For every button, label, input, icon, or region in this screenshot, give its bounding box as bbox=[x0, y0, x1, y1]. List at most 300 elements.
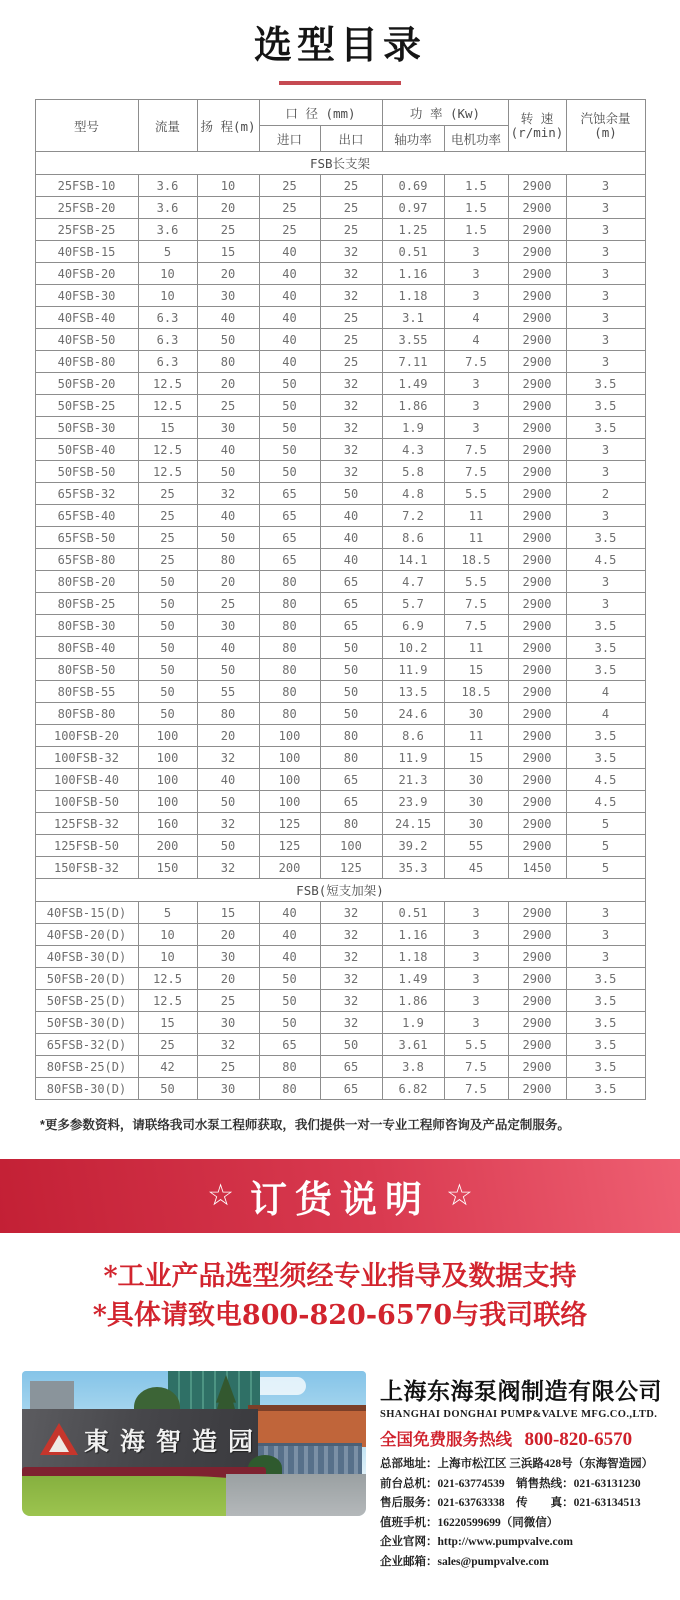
col-header-speed-line2: (r/min) bbox=[510, 124, 564, 140]
cell-outlet: 50 bbox=[320, 483, 382, 505]
cell-model: 25FSB-10 bbox=[35, 175, 138, 197]
cell-npsh: 3.5 bbox=[566, 1034, 645, 1056]
cell-model: 40FSB-15(D) bbox=[35, 902, 138, 924]
cell-speed: 2900 bbox=[508, 197, 566, 219]
spec-table bbox=[35, 99, 646, 1100]
cell-inlet: 80 bbox=[259, 1078, 320, 1100]
col-header-shaft-power: 轴功率 bbox=[382, 126, 444, 152]
table-row bbox=[35, 769, 645, 791]
cell-outlet: 50 bbox=[320, 637, 382, 659]
cell-model: 100FSB-40 bbox=[35, 769, 138, 791]
footer bbox=[22, 1371, 664, 1572]
cell-flow: 50 bbox=[138, 659, 197, 681]
cell-inlet: 65 bbox=[259, 527, 320, 549]
cell-npsh: 3 bbox=[566, 946, 645, 968]
company-name-cn: 上海东海泵阀制造有限公司 bbox=[380, 1378, 662, 1404]
service-hotline bbox=[380, 1426, 664, 1451]
cell-flow: 42 bbox=[138, 1056, 197, 1078]
cell-npsh: 3 bbox=[566, 307, 645, 329]
cell-model: 100FSB-50 bbox=[35, 791, 138, 813]
cell-shaft-power: 35.3 bbox=[382, 857, 444, 879]
cell-flow: 12.5 bbox=[138, 373, 197, 395]
cell-outlet: 65 bbox=[320, 791, 382, 813]
cell-head: 50 bbox=[197, 329, 259, 351]
cell-shaft-power: 5.8 bbox=[382, 461, 444, 483]
cell-model: 150FSB-32 bbox=[35, 857, 138, 879]
photo-sign-text: 東海智造园 bbox=[84, 1428, 265, 1456]
cell-outlet: 25 bbox=[320, 351, 382, 373]
cell-model: 25FSB-25 bbox=[35, 219, 138, 241]
cell-npsh: 3 bbox=[566, 241, 645, 263]
cell-speed: 2900 bbox=[508, 703, 566, 725]
cell-npsh: 3 bbox=[566, 924, 645, 946]
cell-head: 15 bbox=[197, 902, 259, 924]
cell-shaft-power: 1.16 bbox=[382, 924, 444, 946]
cell-head: 32 bbox=[197, 813, 259, 835]
cell-shaft-power: 4.7 bbox=[382, 571, 444, 593]
cell-head: 25 bbox=[197, 219, 259, 241]
table-row bbox=[35, 946, 645, 968]
cell-speed: 2900 bbox=[508, 593, 566, 615]
cell-npsh: 3.5 bbox=[566, 1078, 645, 1100]
table-row bbox=[35, 571, 645, 593]
cell-speed: 2900 bbox=[508, 395, 566, 417]
cell-shaft-power: 24.15 bbox=[382, 813, 444, 835]
cell-outlet: 25 bbox=[320, 175, 382, 197]
cell-outlet: 32 bbox=[320, 924, 382, 946]
cell-model: 50FSB-50 bbox=[35, 461, 138, 483]
cell-motor-power: 5.5 bbox=[444, 483, 508, 505]
cell-motor-power: 30 bbox=[444, 791, 508, 813]
contact-line: 企业官网：http://www.pumpvalve.com bbox=[380, 1536, 573, 1548]
table-row bbox=[35, 924, 645, 946]
cell-outlet: 50 bbox=[320, 659, 382, 681]
table-row bbox=[35, 725, 645, 747]
cell-inlet: 40 bbox=[259, 329, 320, 351]
cell-speed: 2900 bbox=[508, 813, 566, 835]
cell-head: 32 bbox=[197, 483, 259, 505]
cell-model: 50FSB-30(D) bbox=[35, 1012, 138, 1034]
table-row bbox=[35, 659, 645, 681]
cell-shaft-power: 6.9 bbox=[382, 615, 444, 637]
cell-flow: 50 bbox=[138, 615, 197, 637]
cell-npsh: 3.5 bbox=[566, 417, 645, 439]
cell-motor-power: 7.5 bbox=[444, 1056, 508, 1078]
cell-outlet: 50 bbox=[320, 1034, 382, 1056]
cell-speed: 2900 bbox=[508, 439, 566, 461]
table-row bbox=[35, 703, 645, 725]
cell-shaft-power: 8.6 bbox=[382, 527, 444, 549]
contact-list bbox=[380, 1455, 664, 1572]
hotline-number: 800-820-6570 bbox=[524, 1429, 633, 1450]
cell-flow: 200 bbox=[138, 835, 197, 857]
col-header-npsh bbox=[566, 100, 645, 152]
cell-model: 80FSB-80 bbox=[35, 703, 138, 725]
cell-motor-power: 5.5 bbox=[444, 571, 508, 593]
cell-inlet: 40 bbox=[259, 924, 320, 946]
cell-motor-power: 15 bbox=[444, 747, 508, 769]
cell-shaft-power: 5.7 bbox=[382, 593, 444, 615]
cell-shaft-power: 1.9 bbox=[382, 417, 444, 439]
cell-shaft-power: 7.11 bbox=[382, 351, 444, 373]
cell-npsh: 3 bbox=[566, 593, 645, 615]
col-header-diameter-group: 口 径 (mm) bbox=[259, 100, 382, 126]
cell-outlet: 40 bbox=[320, 527, 382, 549]
cell-motor-power: 3 bbox=[444, 285, 508, 307]
cell-flow: 12.5 bbox=[138, 395, 197, 417]
cell-inlet: 100 bbox=[259, 747, 320, 769]
table-row bbox=[35, 1078, 645, 1100]
cell-inlet: 125 bbox=[259, 835, 320, 857]
table-row bbox=[35, 857, 645, 879]
cell-motor-power: 3 bbox=[444, 902, 508, 924]
cell-inlet: 50 bbox=[259, 1012, 320, 1034]
cell-npsh: 3.5 bbox=[566, 1012, 645, 1034]
cell-speed: 2900 bbox=[508, 615, 566, 637]
cell-motor-power: 15 bbox=[444, 659, 508, 681]
cell-outlet: 32 bbox=[320, 241, 382, 263]
photo-orange-building bbox=[254, 1411, 366, 1447]
cell-model: 50FSB-20 bbox=[35, 373, 138, 395]
cell-speed: 2900 bbox=[508, 285, 566, 307]
cell-head: 50 bbox=[197, 461, 259, 483]
donghai-logo-inner bbox=[49, 1435, 69, 1452]
cell-npsh: 3 bbox=[566, 902, 645, 924]
photo-driveway bbox=[226, 1474, 366, 1516]
cell-model: 50FSB-20(D) bbox=[35, 968, 138, 990]
cell-flow: 12.5 bbox=[138, 968, 197, 990]
cell-npsh: 3 bbox=[566, 197, 645, 219]
cell-outlet: 32 bbox=[320, 946, 382, 968]
cell-shaft-power: 13.5 bbox=[382, 681, 444, 703]
cell-head: 25 bbox=[197, 1056, 259, 1078]
cell-flow: 12.5 bbox=[138, 439, 197, 461]
cell-outlet: 65 bbox=[320, 1078, 382, 1100]
cell-motor-power: 30 bbox=[444, 703, 508, 725]
cell-speed: 2900 bbox=[508, 373, 566, 395]
cell-flow: 5 bbox=[138, 241, 197, 263]
cell-inlet: 80 bbox=[259, 615, 320, 637]
cell-head: 55 bbox=[197, 681, 259, 703]
col-header-inlet: 进口 bbox=[259, 126, 320, 152]
cell-head: 20 bbox=[197, 197, 259, 219]
cell-flow: 25 bbox=[138, 1034, 197, 1056]
cell-outlet: 25 bbox=[320, 219, 382, 241]
cell-model: 65FSB-32(D) bbox=[35, 1034, 138, 1056]
cell-head: 32 bbox=[197, 747, 259, 769]
table-row bbox=[35, 968, 645, 990]
cell-npsh: 3.5 bbox=[566, 747, 645, 769]
order-notice-line1: *工业产品选型须经专业指导及数据支持 bbox=[103, 1261, 577, 1292]
cell-npsh: 3.5 bbox=[566, 637, 645, 659]
cell-head: 40 bbox=[197, 769, 259, 791]
cell-model: 65FSB-40 bbox=[35, 505, 138, 527]
cell-model: 125FSB-32 bbox=[35, 813, 138, 835]
cell-speed: 2900 bbox=[508, 351, 566, 373]
cell-inlet: 50 bbox=[259, 461, 320, 483]
cell-inlet: 80 bbox=[259, 1056, 320, 1078]
cell-inlet: 40 bbox=[259, 902, 320, 924]
cell-speed: 2900 bbox=[508, 219, 566, 241]
factory-photo bbox=[22, 1371, 366, 1516]
cell-head: 25 bbox=[197, 990, 259, 1012]
cell-motor-power: 7.5 bbox=[444, 615, 508, 637]
cell-model: 40FSB-30(D) bbox=[35, 946, 138, 968]
cell-outlet: 32 bbox=[320, 461, 382, 483]
cell-outlet: 80 bbox=[320, 747, 382, 769]
cell-model: 40FSB-40 bbox=[35, 307, 138, 329]
cell-speed: 2900 bbox=[508, 1034, 566, 1056]
col-header-outlet: 出口 bbox=[320, 126, 382, 152]
cell-motor-power: 7.5 bbox=[444, 439, 508, 461]
cell-npsh: 3.5 bbox=[566, 725, 645, 747]
table-row bbox=[35, 461, 645, 483]
cell-outlet: 65 bbox=[320, 593, 382, 615]
cell-motor-power: 5.5 bbox=[444, 1034, 508, 1056]
order-banner bbox=[0, 1159, 680, 1233]
cell-npsh: 3.5 bbox=[566, 1056, 645, 1078]
cell-speed: 2900 bbox=[508, 946, 566, 968]
table-row bbox=[35, 747, 645, 769]
cell-inlet: 25 bbox=[259, 175, 320, 197]
cell-model: 100FSB-20 bbox=[35, 725, 138, 747]
cell-shaft-power: 14.1 bbox=[382, 549, 444, 571]
cell-inlet: 100 bbox=[259, 791, 320, 813]
cell-inlet: 80 bbox=[259, 681, 320, 703]
cell-model: 80FSB-50 bbox=[35, 659, 138, 681]
cell-speed: 2900 bbox=[508, 769, 566, 791]
cell-speed: 2900 bbox=[508, 637, 566, 659]
cell-outlet: 65 bbox=[320, 615, 382, 637]
cell-speed: 2900 bbox=[508, 835, 566, 857]
cell-flow: 12.5 bbox=[138, 461, 197, 483]
cell-npsh: 3.5 bbox=[566, 615, 645, 637]
cell-head: 30 bbox=[197, 1012, 259, 1034]
cell-head: 32 bbox=[197, 857, 259, 879]
cell-motor-power: 11 bbox=[444, 637, 508, 659]
cell-head: 20 bbox=[197, 263, 259, 285]
cell-model: 50FSB-25 bbox=[35, 395, 138, 417]
cell-motor-power: 3 bbox=[444, 263, 508, 285]
table-section-label: FSB长支架 bbox=[35, 152, 645, 175]
cell-speed: 2900 bbox=[508, 175, 566, 197]
cell-shaft-power: 1.18 bbox=[382, 946, 444, 968]
cell-outlet: 32 bbox=[320, 263, 382, 285]
order-banner-title: 订货说明 bbox=[250, 1179, 430, 1220]
cell-outlet: 125 bbox=[320, 857, 382, 879]
cell-inlet: 65 bbox=[259, 549, 320, 571]
cell-npsh: 3 bbox=[566, 571, 645, 593]
table-row bbox=[35, 505, 645, 527]
cell-motor-power: 11 bbox=[444, 725, 508, 747]
cell-inlet: 50 bbox=[259, 439, 320, 461]
cell-head: 50 bbox=[197, 835, 259, 857]
cell-shaft-power: 0.51 bbox=[382, 241, 444, 263]
title-divider bbox=[279, 81, 401, 85]
cell-npsh: 5 bbox=[566, 857, 645, 879]
cell-model: 80FSB-40 bbox=[35, 637, 138, 659]
table-row bbox=[35, 990, 645, 1012]
cell-shaft-power: 11.9 bbox=[382, 747, 444, 769]
col-header-npsh-line1: 汽蚀余量 bbox=[580, 110, 631, 126]
cell-speed: 2900 bbox=[508, 659, 566, 681]
table-footnote: *更多参数资料，请联络我司水泵工程师获取，我们提供一对一专业工程师咨询及产品定制服务。 bbox=[40, 1118, 570, 1132]
cell-model: 100FSB-32 bbox=[35, 747, 138, 769]
cell-flow: 3.6 bbox=[138, 175, 197, 197]
cell-head: 80 bbox=[197, 549, 259, 571]
cell-head: 25 bbox=[197, 593, 259, 615]
cell-flow: 50 bbox=[138, 681, 197, 703]
cell-inlet: 50 bbox=[259, 417, 320, 439]
cell-model: 80FSB-25 bbox=[35, 593, 138, 615]
table-row bbox=[35, 483, 645, 505]
cell-npsh: 2 bbox=[566, 483, 645, 505]
table-row bbox=[35, 417, 645, 439]
cell-outlet: 32 bbox=[320, 902, 382, 924]
order-notice-line2: *具体请致电800-820-6570与我司联络 bbox=[92, 1300, 588, 1331]
col-header-motor-power: 电机功率 bbox=[444, 126, 508, 152]
cell-speed: 2900 bbox=[508, 241, 566, 263]
cell-outlet: 32 bbox=[320, 990, 382, 1012]
cell-flow: 50 bbox=[138, 703, 197, 725]
cell-npsh: 3 bbox=[566, 285, 645, 307]
cell-flow: 15 bbox=[138, 1012, 197, 1034]
cell-shaft-power: 3.8 bbox=[382, 1056, 444, 1078]
cell-outlet: 65 bbox=[320, 571, 382, 593]
cell-inlet: 100 bbox=[259, 769, 320, 791]
cell-head: 32 bbox=[197, 1034, 259, 1056]
cell-flow: 6.3 bbox=[138, 307, 197, 329]
cell-inlet: 125 bbox=[259, 813, 320, 835]
cell-head: 20 bbox=[197, 373, 259, 395]
cell-flow: 25 bbox=[138, 527, 197, 549]
table-row bbox=[35, 241, 645, 263]
cell-model: 65FSB-32 bbox=[35, 483, 138, 505]
cell-inlet: 65 bbox=[259, 505, 320, 527]
cell-inlet: 50 bbox=[259, 990, 320, 1012]
cell-outlet: 50 bbox=[320, 681, 382, 703]
cell-shaft-power: 1.49 bbox=[382, 968, 444, 990]
cell-head: 40 bbox=[197, 439, 259, 461]
cell-shaft-power: 1.86 bbox=[382, 990, 444, 1012]
table-row bbox=[35, 549, 645, 571]
cell-shaft-power: 0.51 bbox=[382, 902, 444, 924]
cell-shaft-power: 3.55 bbox=[382, 329, 444, 351]
table-row bbox=[35, 615, 645, 637]
cell-shaft-power: 1.9 bbox=[382, 1012, 444, 1034]
cell-inlet: 40 bbox=[259, 946, 320, 968]
cell-inlet: 50 bbox=[259, 968, 320, 990]
cell-npsh: 4 bbox=[566, 703, 645, 725]
cell-shaft-power: 1.16 bbox=[382, 263, 444, 285]
cell-shaft-power: 21.3 bbox=[382, 769, 444, 791]
cell-model: 25FSB-20 bbox=[35, 197, 138, 219]
order-notice bbox=[0, 1257, 680, 1335]
cell-npsh: 3.5 bbox=[566, 659, 645, 681]
cell-flow: 100 bbox=[138, 725, 197, 747]
cell-inlet: 200 bbox=[259, 857, 320, 879]
cell-npsh: 4 bbox=[566, 681, 645, 703]
cell-flow: 6.3 bbox=[138, 351, 197, 373]
cell-speed: 2900 bbox=[508, 747, 566, 769]
cell-inlet: 80 bbox=[259, 637, 320, 659]
cell-head: 20 bbox=[197, 924, 259, 946]
cell-inlet: 40 bbox=[259, 263, 320, 285]
cell-outlet: 100 bbox=[320, 835, 382, 857]
cell-motor-power: 30 bbox=[444, 769, 508, 791]
cell-motor-power: 18.5 bbox=[444, 549, 508, 571]
cell-shaft-power: 7.2 bbox=[382, 505, 444, 527]
cell-head: 50 bbox=[197, 791, 259, 813]
cell-shaft-power: 4.3 bbox=[382, 439, 444, 461]
table-row bbox=[35, 263, 645, 285]
cell-outlet: 50 bbox=[320, 703, 382, 725]
cell-inlet: 50 bbox=[259, 373, 320, 395]
table-row bbox=[35, 527, 645, 549]
cell-npsh: 3 bbox=[566, 263, 645, 285]
cell-model: 40FSB-20 bbox=[35, 263, 138, 285]
company-name-en: SHANGHAI DONGHAI PUMP&VALVE MFG.CO.,LTD. bbox=[380, 1409, 658, 1420]
cell-head: 20 bbox=[197, 725, 259, 747]
cell-head: 80 bbox=[197, 703, 259, 725]
cell-motor-power: 4 bbox=[444, 307, 508, 329]
cell-model: 80FSB-30(D) bbox=[35, 1078, 138, 1100]
cell-flow: 100 bbox=[138, 747, 197, 769]
cell-motor-power: 1.5 bbox=[444, 175, 508, 197]
page-title: 选型目录 bbox=[253, 25, 426, 67]
table-row bbox=[35, 835, 645, 857]
spec-table-header bbox=[35, 100, 645, 152]
cell-speed: 2900 bbox=[508, 902, 566, 924]
cell-speed: 2900 bbox=[508, 329, 566, 351]
cell-inlet: 25 bbox=[259, 197, 320, 219]
cell-model: 50FSB-30 bbox=[35, 417, 138, 439]
cell-flow: 10 bbox=[138, 263, 197, 285]
cell-head: 30 bbox=[197, 1078, 259, 1100]
cell-shaft-power: 3.1 bbox=[382, 307, 444, 329]
table-section-label: FSB(短支加架) bbox=[35, 879, 645, 902]
cell-motor-power: 3 bbox=[444, 968, 508, 990]
cell-head: 30 bbox=[197, 417, 259, 439]
cell-outlet: 65 bbox=[320, 769, 382, 791]
table-row bbox=[35, 197, 645, 219]
cell-shaft-power: 1.86 bbox=[382, 395, 444, 417]
cell-outlet: 65 bbox=[320, 1056, 382, 1078]
table-row bbox=[35, 285, 645, 307]
table-row bbox=[35, 902, 645, 924]
cell-motor-power: 3 bbox=[444, 924, 508, 946]
cell-npsh: 3 bbox=[566, 505, 645, 527]
cell-inlet: 50 bbox=[259, 395, 320, 417]
cell-outlet: 32 bbox=[320, 1012, 382, 1034]
cell-flow: 50 bbox=[138, 1078, 197, 1100]
cell-model: 40FSB-80 bbox=[35, 351, 138, 373]
table-row bbox=[35, 593, 645, 615]
cell-motor-power: 3 bbox=[444, 373, 508, 395]
cell-model: 80FSB-30 bbox=[35, 615, 138, 637]
cell-model: 65FSB-80 bbox=[35, 549, 138, 571]
cell-inlet: 25 bbox=[259, 219, 320, 241]
cell-inlet: 65 bbox=[259, 1034, 320, 1056]
cell-speed: 2900 bbox=[508, 990, 566, 1012]
table-row bbox=[35, 351, 645, 373]
cell-motor-power: 55 bbox=[444, 835, 508, 857]
cell-motor-power: 11 bbox=[444, 527, 508, 549]
cell-motor-power: 7.5 bbox=[444, 461, 508, 483]
table-section-row bbox=[35, 152, 645, 175]
cell-inlet: 40 bbox=[259, 285, 320, 307]
spec-table-body bbox=[35, 152, 645, 1100]
